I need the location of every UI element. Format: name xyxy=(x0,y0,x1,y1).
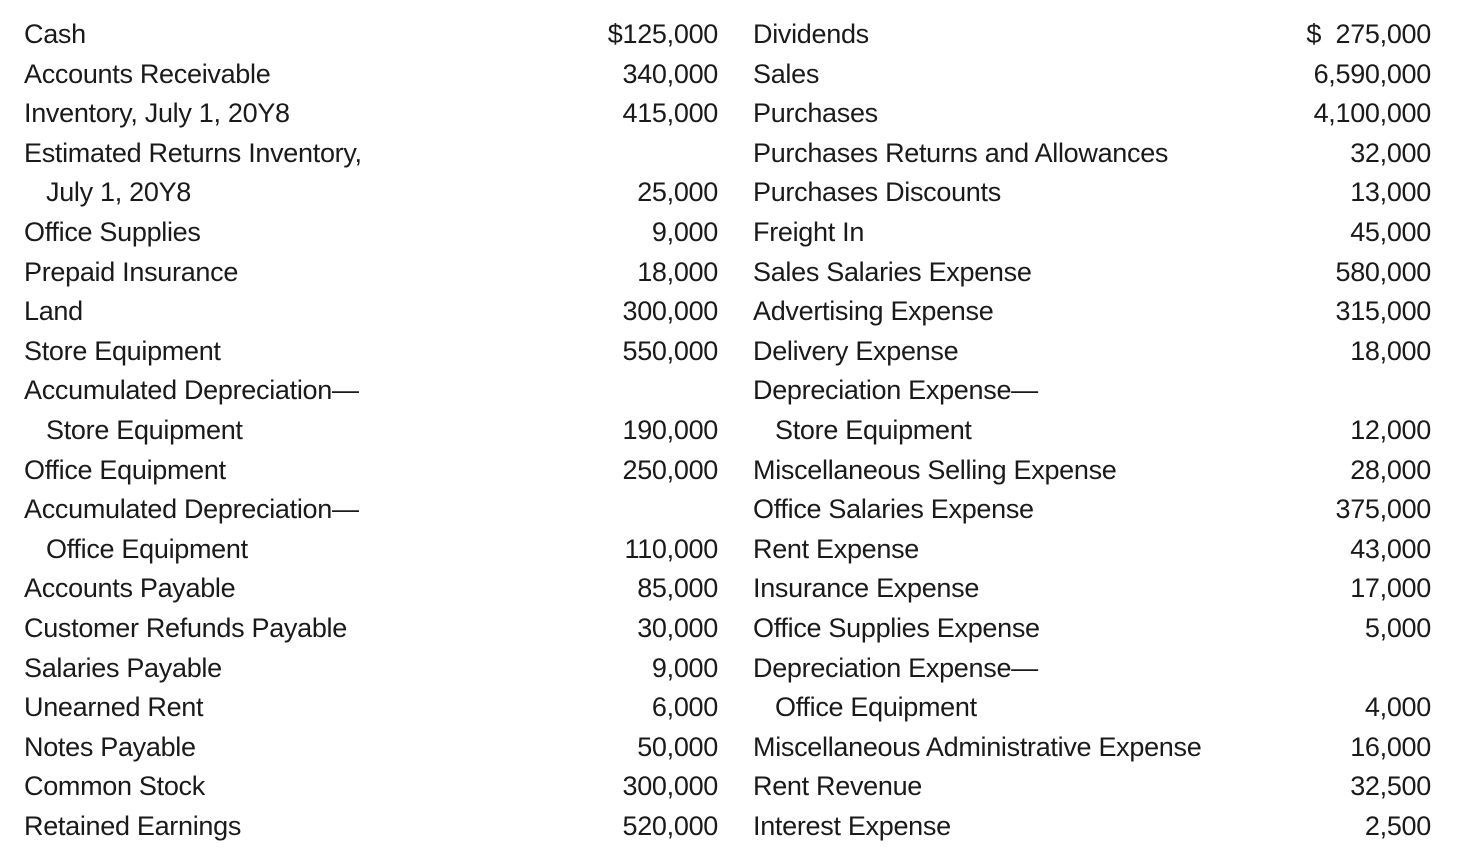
account-amount: 5,000 xyxy=(1364,612,1431,643)
account-name: Common Stock xyxy=(24,771,205,802)
account-amount: 375,000 xyxy=(1335,494,1431,525)
account-row xyxy=(24,253,718,293)
account-name: Purchases xyxy=(753,98,878,129)
account-amount: 16,000 xyxy=(1350,731,1431,762)
account-amount: 9,000 xyxy=(651,652,718,683)
account-amount: $125,000 xyxy=(607,19,718,49)
account-row xyxy=(753,609,1431,649)
account-amount: 13,000 xyxy=(1350,177,1431,208)
account-name: Accounts Payable xyxy=(24,573,236,604)
account-row xyxy=(24,94,718,134)
account-amount: 45,000 xyxy=(1350,216,1431,247)
account-amount: 32,000 xyxy=(1350,137,1431,168)
account-name: Insurance Expense xyxy=(753,573,980,604)
account-amount: 520,000 xyxy=(622,810,718,841)
account-row xyxy=(753,649,1431,689)
account-name: Salaries Payable xyxy=(24,652,222,683)
account-row xyxy=(24,649,718,689)
right-account-column xyxy=(753,15,1431,846)
account-amount: 580,000 xyxy=(1335,256,1431,287)
account-name: Depreciation Expense— xyxy=(753,375,1038,406)
account-name: Sales Salaries Expense xyxy=(753,256,1032,287)
account-row xyxy=(753,55,1431,95)
account-name: Office Salaries Expense xyxy=(753,494,1034,525)
account-amount: 50,000 xyxy=(637,731,718,762)
account-row xyxy=(24,15,718,55)
account-row xyxy=(753,173,1431,213)
account-amount: 4,000 xyxy=(1364,692,1431,723)
account-row xyxy=(753,371,1431,411)
account-row xyxy=(24,371,718,411)
account-row xyxy=(753,767,1431,807)
account-name: Store Equipment xyxy=(46,414,243,445)
account-name: Purchases Discounts xyxy=(753,177,1001,208)
account-name: July 1, 20Y8 xyxy=(46,177,191,208)
account-amount: 250,000 xyxy=(622,454,718,485)
account-row xyxy=(24,213,718,253)
account-amount: 18,000 xyxy=(1350,335,1431,366)
account-name: Miscellaneous Selling Expense xyxy=(753,454,1117,485)
account-row xyxy=(753,490,1431,530)
account-amount: 300,000 xyxy=(622,296,718,327)
account-row xyxy=(24,688,718,728)
account-amount: 18,000 xyxy=(637,256,718,287)
account-name: Unearned Rent xyxy=(24,692,204,723)
account-row xyxy=(24,55,718,95)
account-name: Accumulated Depreciation— xyxy=(24,494,359,525)
account-row xyxy=(753,213,1431,253)
account-amount: 315,000 xyxy=(1335,296,1431,327)
account-amount: 4,100,000 xyxy=(1313,98,1431,129)
account-name: Inventory, July 1, 20Y8 xyxy=(24,98,290,129)
account-amount: 9,000 xyxy=(651,216,718,247)
account-row xyxy=(753,728,1431,768)
account-row xyxy=(753,451,1431,491)
account-row xyxy=(753,530,1431,570)
account-name: Rent Expense xyxy=(753,533,920,564)
account-name: Store Equipment xyxy=(775,414,972,445)
account-row xyxy=(753,94,1431,134)
account-row xyxy=(753,411,1431,451)
account-amount: 2,500 xyxy=(1364,810,1431,841)
account-row xyxy=(753,569,1431,609)
account-name: Miscellaneous Administrative Expense xyxy=(753,731,1202,762)
account-name: Sales xyxy=(753,58,820,89)
account-row xyxy=(24,332,718,372)
account-row xyxy=(24,807,718,847)
account-amount: 12,000 xyxy=(1350,414,1431,445)
account-name: Interest Expense xyxy=(753,810,951,841)
account-amount: 30,000 xyxy=(637,612,718,643)
account-name: Retained Earnings xyxy=(24,810,242,841)
account-name: Prepaid Insurance xyxy=(24,256,239,287)
account-name: Freight In xyxy=(753,216,865,247)
account-row xyxy=(753,134,1431,174)
account-name: Office Supplies xyxy=(24,216,201,247)
account-amount: 340,000 xyxy=(622,58,718,89)
account-name: Office Equipment xyxy=(46,533,248,564)
account-row xyxy=(24,292,718,332)
account-amount: $ 275,000 xyxy=(1306,19,1431,49)
account-name: Notes Payable xyxy=(24,731,196,762)
account-row xyxy=(24,134,718,174)
account-name: Accounts Receivable xyxy=(24,58,271,89)
account-amount: 85,000 xyxy=(637,573,718,604)
account-name: Accumulated Depreciation— xyxy=(24,375,359,406)
account-amount: 300,000 xyxy=(622,771,718,802)
account-name: Store Equipment xyxy=(24,335,221,366)
account-amount: 32,500 xyxy=(1350,771,1431,802)
account-amount: 28,000 xyxy=(1350,454,1431,485)
account-name: Depreciation Expense— xyxy=(753,652,1038,683)
account-row xyxy=(753,807,1431,847)
account-amount: 6,000 xyxy=(651,692,718,723)
account-name: Advertising Expense xyxy=(753,296,994,327)
account-row xyxy=(24,530,718,570)
account-name: Delivery Expense xyxy=(753,335,959,366)
account-row xyxy=(24,609,718,649)
account-amount: 25,000 xyxy=(637,177,718,208)
account-row xyxy=(24,728,718,768)
account-row xyxy=(753,292,1431,332)
account-amount: 17,000 xyxy=(1350,573,1431,604)
account-name: Dividends xyxy=(753,19,869,49)
account-name: Estimated Returns Inventory, xyxy=(24,137,362,168)
account-row xyxy=(753,688,1431,728)
account-row xyxy=(753,332,1431,372)
account-name: Office Equipment xyxy=(775,692,977,723)
account-amount: 110,000 xyxy=(624,533,718,564)
account-row xyxy=(753,253,1431,293)
account-name: Cash xyxy=(24,19,86,49)
account-row xyxy=(24,767,718,807)
account-row xyxy=(24,173,718,213)
account-amount: 6,590,000 xyxy=(1313,58,1431,89)
account-name: Land xyxy=(24,296,83,327)
account-name: Office Supplies Expense xyxy=(753,612,1040,643)
account-amount: 43,000 xyxy=(1350,533,1431,564)
account-amount: 550,000 xyxy=(622,335,718,366)
account-name: Rent Revenue xyxy=(753,771,923,802)
account-row xyxy=(24,569,718,609)
account-name: Purchases Returns and Allowances xyxy=(753,137,1169,168)
left-account-column xyxy=(24,15,718,846)
account-row xyxy=(753,15,1431,55)
account-row xyxy=(24,451,718,491)
account-amount: 415,000 xyxy=(622,98,718,129)
account-row xyxy=(24,490,718,530)
account-amount: 190,000 xyxy=(622,414,718,445)
account-row xyxy=(24,411,718,451)
account-name: Customer Refunds Payable xyxy=(24,612,347,643)
account-name: Office Equipment xyxy=(24,454,226,485)
